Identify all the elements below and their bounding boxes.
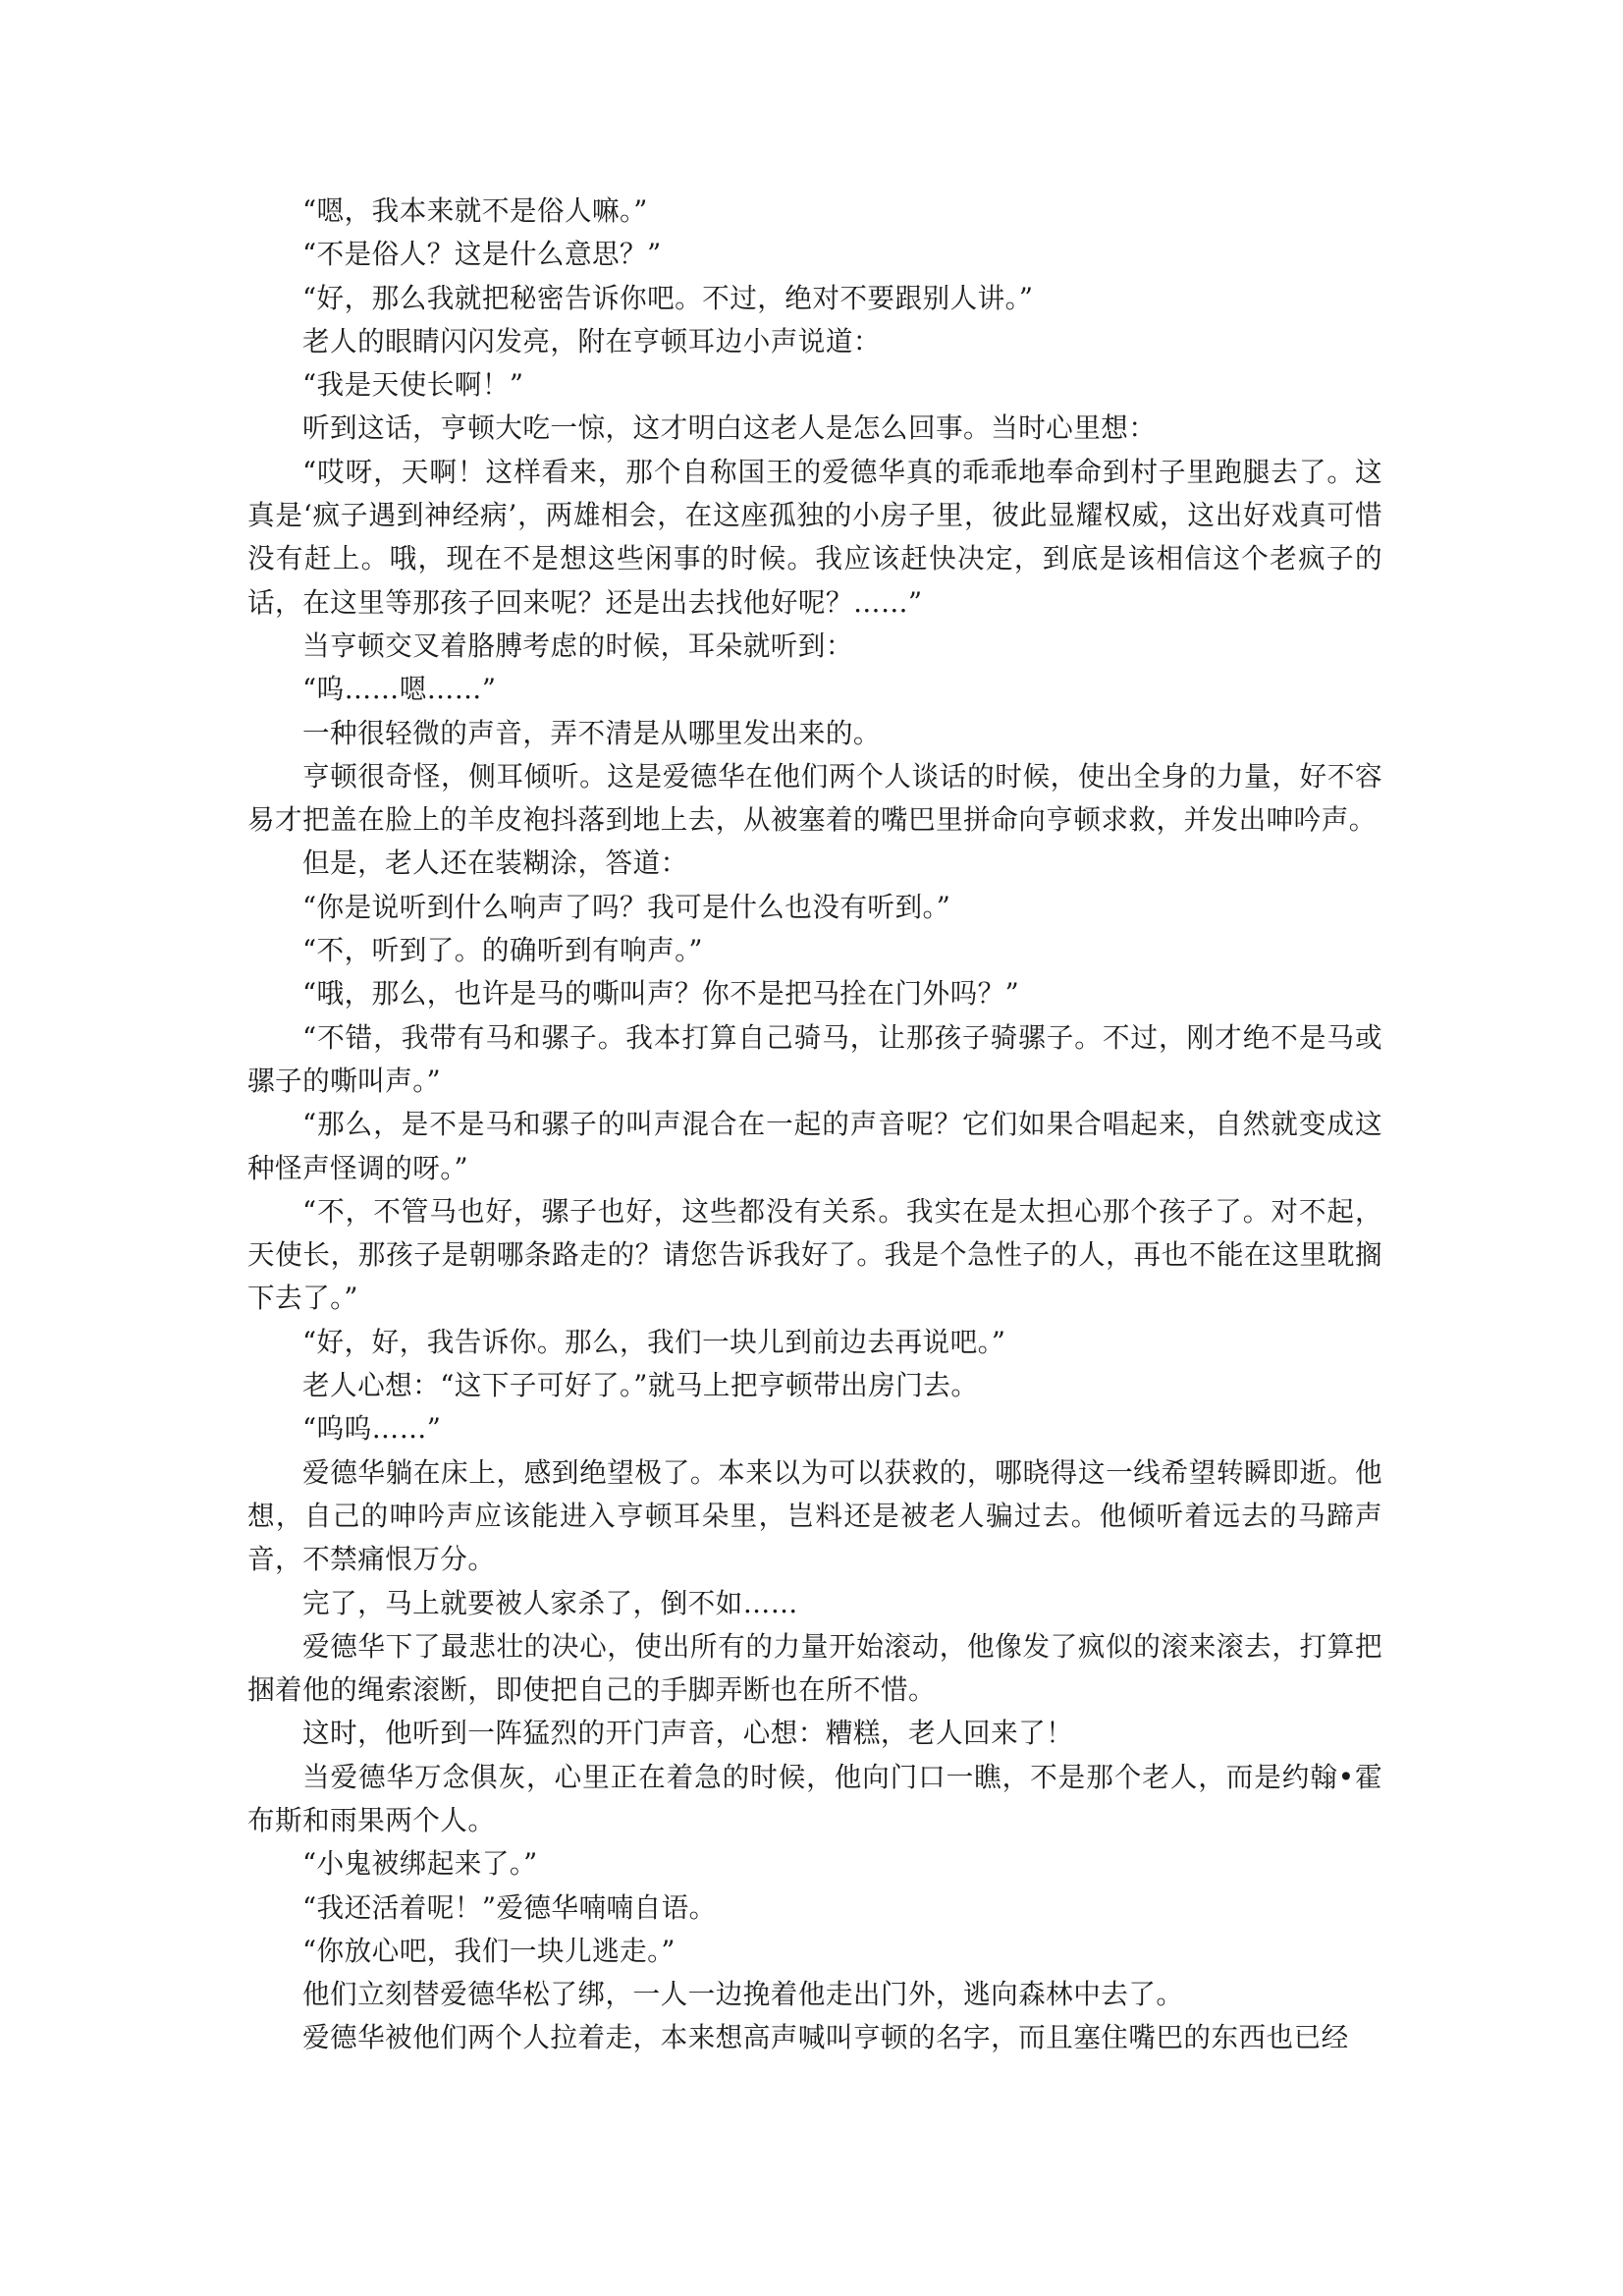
paragraph-7: “哎呀，天啊！这样看来，那个自称国王的爱德华真的乖乖地奉命到村子里跑腿去了。这真是‘疯子遇到神经病’，两雄相会，在这座孤独的小房子里，彼此显耀权威，这出好戏真可惜没有赶上。哦，现在不是想这些闲事的时候。我应该赶快决定，到底是该相信这个老疯子的话，在这里等那孩子回来呢？还是出去找他好呢？……”	[247, 455, 1382, 619]
paragraph-4: 老人的眼睛闪闪发亮，附在亨顿耳边小声说道：	[302, 324, 881, 357]
paragraph-3: “好，那么我就把秘密告诉你吧。不过，绝对不要跟别人讲。”	[302, 281, 1034, 314]
paragraph-30: 他们立刻替爱德华松了绑，一人一边挽着他走出门外，逃向森林中去了。	[302, 1978, 1184, 2011]
paragraph-27: “小鬼被绑起来了。”	[302, 1847, 538, 1881]
paragraph-2: “不是俗人？这是什么意思？”	[302, 238, 662, 271]
paragraph-12: 但是，老人还在装糊涂，答道：	[302, 847, 688, 880]
paragraph-8: 当亨顿交叉着胳膊考虑的时候，耳朵就听到：	[302, 629, 853, 662]
paragraph-11: 亨顿很奇怪，侧耳倾听。这是爱德华在他们两个人谈话的时候，使出全身的力量，好不容易才把盖在脸上的羊皮袍抖落到地上去，从被塞着的嘴巴里拼命向亨顿求救，并发出呻吟声。	[247, 759, 1382, 837]
paragraph-17: “那么，是不是马和骡子的叫声混合在一起的声音呢？它们如果合唱起来，自然就变成这种怪声怪调的呀。”	[247, 1108, 1382, 1184]
paragraph-6: 听到这话，亨顿大吃一惊，这才明白这老人是怎么回事。当时心里想：	[302, 411, 1157, 445]
paragraph-20: 老人心想：“这下子可好了。”就马上把亨顿带出房门去。	[302, 1369, 979, 1402]
text-body	[247, 190, 1382, 2060]
paragraph-18: “不，不管马也好，骡子也好，这些都没有关系。我实在是太担心那个孩子了。对不起，天使长，那孩子是朝哪条路走的？请您告诉我好了。我是个急性子的人，再也不能在这里耽搁下去了。”	[247, 1194, 1382, 1315]
paragraph-31: 爱德华被他们两个人拉着走，本来想高声喊叫亨顿的名字，而且塞住嘴巴的东西也已经	[302, 2021, 1349, 2054]
paragraph-14: “不，听到了。的确听到有响声。”	[302, 934, 703, 967]
paragraph-1: “嗯，我本来就不是俗人嘛。”	[302, 194, 648, 227]
paragraph-16: “不错，我带有马和骡子。我本打算自己骑马，让那孩子骑骡子。不过，刚才绝不是马或骡子的嘶叫声。”	[247, 1020, 1382, 1097]
paragraph-10: 一种很轻微的声音，弄不清是从哪里发出来的。	[302, 716, 881, 749]
paragraph-25: 这时，他听到一阵猛烈的开门声音，心想：糟糕，老人回来了！	[302, 1717, 1074, 1750]
paragraph-5: “我是天使长啊！”	[302, 368, 524, 402]
paragraph-19: “好，好，我告诉你。那么，我们一块儿到前边去再说吧。”	[302, 1325, 1006, 1358]
paragraph-26: 当爱德华万念俱灰，心里正在着急的时候，他向门口一瞧，不是那个老人，而是约翰•霍布斯和雨果两个人。	[247, 1760, 1382, 1836]
paragraph-15: “哦，那么，也许是马的嘶叫声？你不是把马拴在门外吗？”	[302, 977, 1020, 1011]
paragraph-23: 完了，马上就要被人家杀了，倒不如……	[302, 1586, 798, 1619]
paragraph-13: “你是说听到什么响声了吗？我可是什么也没有听到。”	[302, 890, 951, 923]
paragraph-29: “你放心吧，我们一块儿逃走。”	[302, 1934, 676, 1967]
paragraph-28: “我还活着呢！”爱德华喃喃自语。	[302, 1890, 717, 1924]
paragraph-22: 爱德华躺在床上，感到绝望极了。本来以为可以获救的，哪晓得这一线希望转瞬即逝。他想，自己的呻吟声应该能进入亨顿耳朵里，岂料还是被老人骗过去。他倾听着远去的马蹄声音，不禁痛恨万分。	[247, 1455, 1382, 1576]
paragraph-21: “呜呜……”	[302, 1412, 442, 1446]
paragraph-9: “呜……嗯……”	[302, 673, 497, 706]
paragraph-24: 爱德华下了最悲壮的决心，使出所有的力量开始滚动，他像发了疯似的滚来滚去，打算把捆着他的绳索滚断，即使把自己的手脚弄断也在所不惜。	[247, 1629, 1382, 1707]
